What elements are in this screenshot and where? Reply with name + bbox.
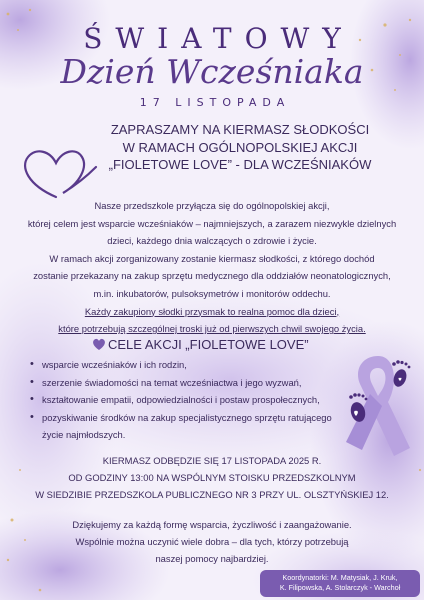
coordinators-line: K. Filipowska, A. Stolarczyk - Warchoł [279, 583, 401, 592]
description-text [12, 197, 412, 338]
event-line: KIERMASZ ODBĘDZIE SIĘ 17 LISTOPADA 2025 R. [102, 455, 322, 466]
description-underlined-line: Każdy zakupiony słodki przysmak to realna pomoc dla dzieci, [84, 305, 340, 317]
event-line: OD GODZINY 13:00 NA WSPÓLNYM STOISKU PRZEDSZKOLNYM [68, 472, 356, 483]
small-heart-icon [92, 338, 106, 351]
thanks-text [30, 516, 394, 567]
invitation-line: „FIOLETOWE LOVE” - DLA WCZEŚNIAKÓW [108, 157, 372, 172]
description-line: zostanie przekazany na zakup sprzętu medycznego dla oddziałów neonatologicznych, [33, 270, 391, 282]
event-details [10, 452, 414, 503]
list-item: • wsparcie wcześniaków i ich rodzin, [30, 356, 350, 374]
invitation-line: W RAMACH OGÓLNOPOLSKIEJ AKCJI [122, 139, 358, 155]
event-date: 17 LISTOPADA [139, 96, 291, 109]
thanks-line: Wspólnie można uczynić wiele dobra – dla tych, którzy potrzebują [75, 536, 349, 547]
description-line: dzieci, każdego dnia walczących o zdrowie i życie. [107, 235, 317, 247]
description-underlined-line: które potrzebują szczególnej troski już od pierwszych chwil swojego życia. [58, 323, 366, 335]
invitation-line: ZAPRASZAMY NA KIERMASZ SŁODKOŚCI [110, 122, 370, 137]
list-item: • pozyskiwanie środków na zakup specjalistycznego sprzętu ratującego [30, 409, 350, 427]
coordinators-line: Koordynatorki: M. Matysiak, J. Kruk, [282, 573, 398, 582]
thanks-line: Dziękujemy za każdą formę wsparcia, życzliwość i zaangażowanie. [72, 519, 352, 530]
event-line: W SIEDZIBIE PRZEDSZKOLA PUBLICZNEGO NR 3 PRZY UL. OLSZTYŃSKIEJ 12. [35, 489, 389, 500]
description-line: W ramach akcji zorganizowany zostanie kiermasz słodkości, z którego dochód [49, 252, 375, 264]
goals-list [30, 356, 350, 426]
invitation-heading [80, 121, 400, 174]
title-swiatowy: ŚWIATOWY [83, 22, 354, 55]
title-dzien-wczesniaka: Dzień Wcześniaka [60, 52, 364, 91]
thanks-line: naszej pomocy najbardziej. [155, 553, 269, 564]
list-item: • kształtowanie empatii, odpowiedzialności i postaw prospołecznych, [30, 391, 350, 409]
description-line: której celem jest wsparcie wcześniaków – najmniejszych, a zarazem niezwykle dzielnych [27, 217, 397, 229]
description-line: m.in. inkubatorów, pulsoksymetrów i monitorów oddechu. [93, 287, 331, 299]
goals-title: CELE AKCJI „FIOLETOWE LOVE” [108, 337, 309, 352]
coordinators-badge [260, 570, 420, 597]
goals-continuation: życie najmłodszych. [42, 429, 126, 440]
description-line: Nasze przedszkole przyłącza się do ogólnopolskiej akcji, [94, 200, 330, 211]
awareness-ribbon-with-footprints-icon [336, 350, 420, 460]
list-item: • szerzenie świadomości na temat wcześniactwa i jego wyzwań, [30, 374, 350, 392]
